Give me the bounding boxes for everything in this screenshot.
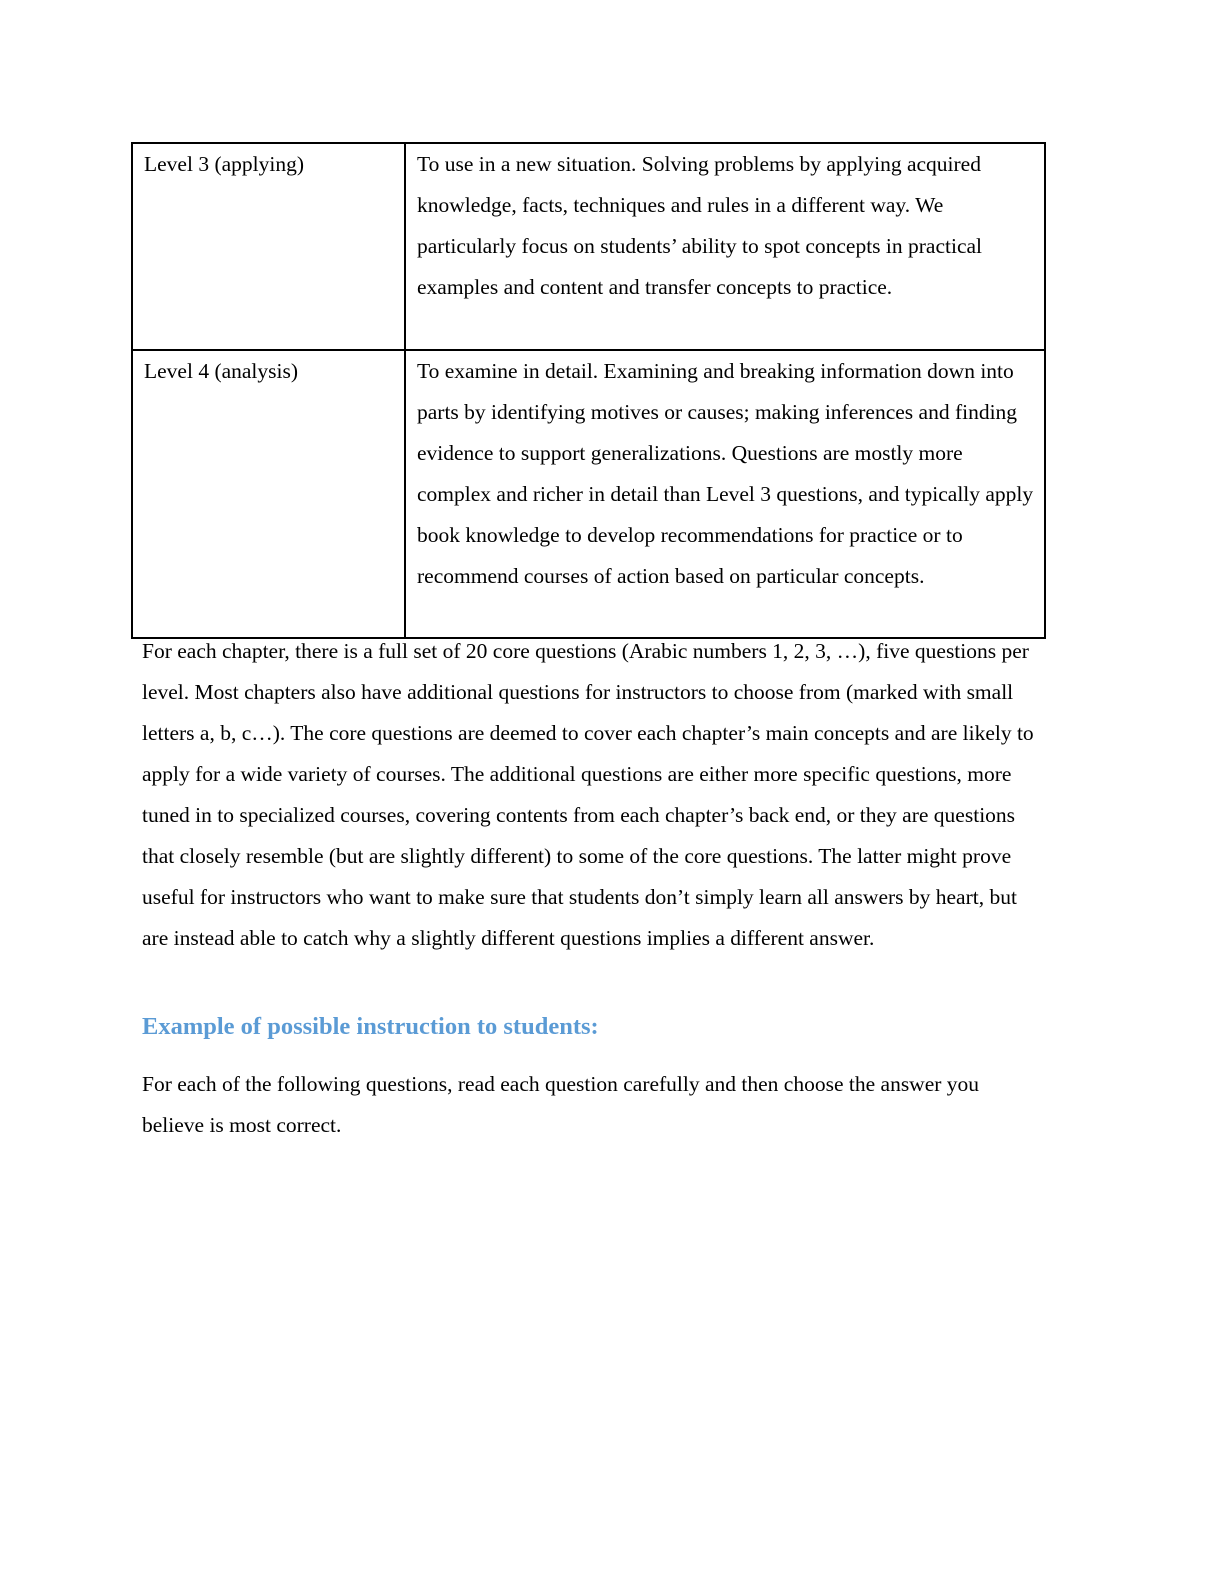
core-questions-paragraph: For each chapter, there is a full set of 20 core questions (Arabic numbers 1, 2, 3, …), five questions per level. Most chapters also have additional questions for instructors to choose from (marked with small letters a, b, c…). The core questions are deemed to cover each chapter’s main concepts and are likely to apply for a wide variety of courses. The additional questions are either more specific questions, more tuned in to specialized courses, covering contents from each chapter’s back end, or they are questions that closely resemble (but are slightly different) to some of the core questions. The latter might prove useful for instructors who want to make sure that students don’t simply learn all answers by heart, but are instead able to catch why a slightly different questions implies a different answer. bbox=[142, 639, 1034, 950]
level-cell: Level 3 (applying) bbox=[132, 143, 405, 350]
table-row bbox=[132, 350, 1045, 638]
instruction-paragraph: For each of the following questions, read each question carefully and then choose the answer you believe is most correct. bbox=[142, 1072, 980, 1137]
description-cell: To examine in detail. Examining and breaking information down into parts by identifying motives or causes; making inferences and finding evidence to support generalizations. Questions are mostly more complex and richer in detail than Level 3 questions, and typically apply book knowledge to develop recommendations for practice or to recommend courses of action based on particular concepts. bbox=[405, 350, 1045, 638]
table-row bbox=[132, 143, 1045, 350]
section-heading: Example of possible instruction to students: bbox=[142, 1013, 599, 1040]
bloom-levels-table bbox=[131, 142, 1046, 639]
level-cell: Level 4 (analysis) bbox=[132, 350, 405, 638]
description-cell: To use in a new situation. Solving problems by applying acquired knowledge, facts, techniques and rules in a different way. We particularly focus on students’ ability to spot concepts in practical examples and content and transfer concepts to practice. bbox=[405, 143, 1045, 350]
